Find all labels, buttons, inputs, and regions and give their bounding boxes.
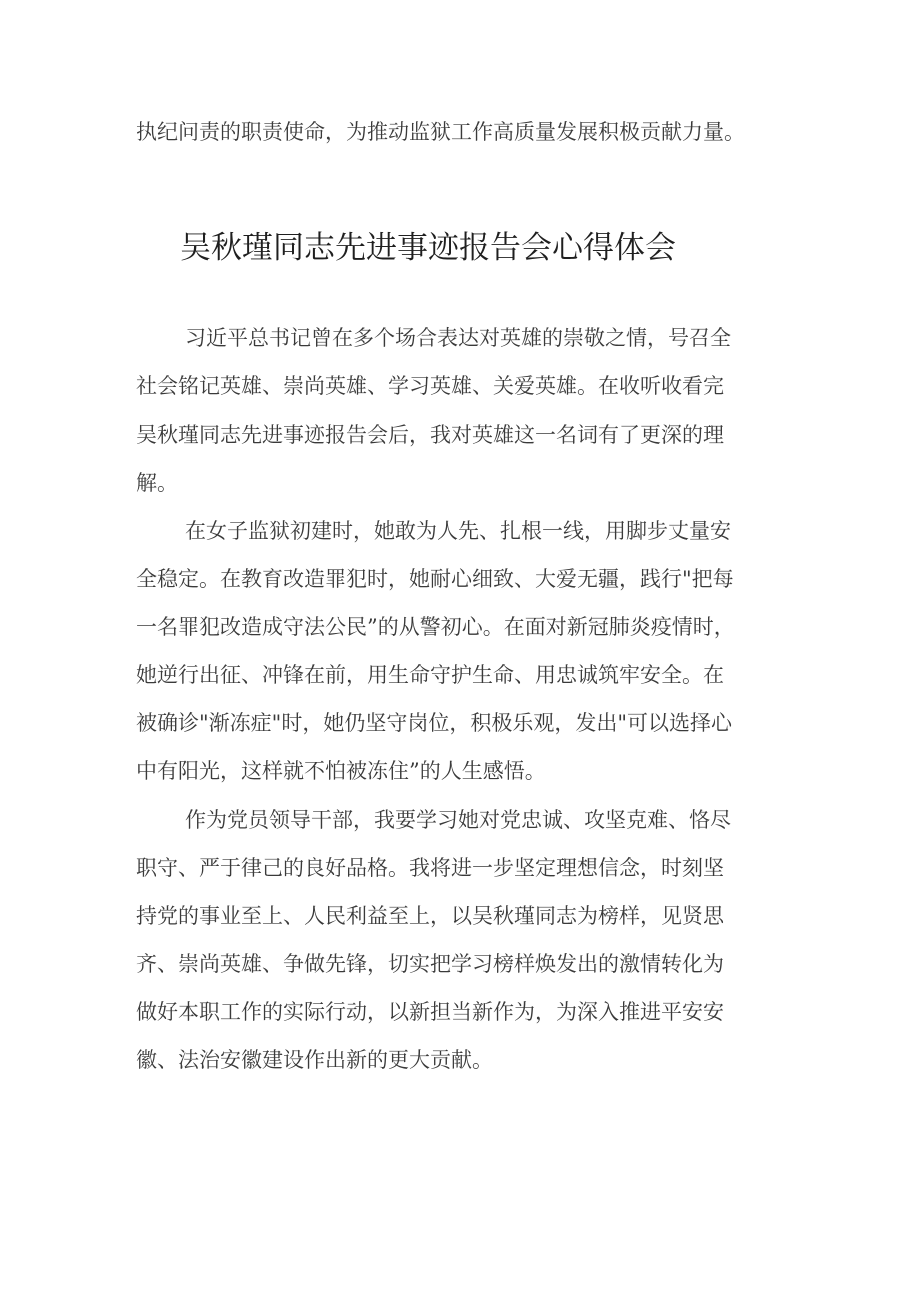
paragraph-line: 全稳定。在教育改造罪犯时，她耐心细致、大爱无疆，践行"把每 [136, 567, 734, 591]
document-title: 吴秋瑾同志先进事迹报告会心得体会 [180, 230, 676, 266]
paragraph-line: 在女子监狱初建时，她敢为人先、扎根一线，用脚步丈量安 [185, 519, 731, 543]
paragraph-line: 做好本职工作的实际行动，以新担当新作为，为深入推进平安安 [136, 1000, 724, 1024]
paragraph-line: 作为党员领导干部，我要学习她对党忠诚、攻坚克难、恪尽 [185, 808, 731, 832]
paragraph-line: 齐、崇尚英雄、争做先锋，切实把学习榜样焕发出的激情转化为 [136, 952, 724, 976]
paragraph-line: 中有阳光，这样就不怕被冻住”的人生感悟。 [136, 759, 546, 783]
paragraph-line: 社会铭记英雄、崇尚英雄、学习英雄、关爱英雄。在收听收看完 [136, 374, 724, 398]
paragraph-line: 解。 [136, 471, 178, 495]
paragraph-line: 她逆行出征、冲锋在前，用生命守护生命、用忠诚筑牢安全。在 [136, 663, 724, 687]
paragraph-line: 徽、法治安徽建设作出新的更大贡献。 [136, 1048, 493, 1072]
paragraph-line: 习近平总书记曾在多个场合表达对英雄的崇敬之情，号召全 [185, 326, 731, 350]
continued-paragraph-line: 执纪问责的职责使命，为推动监狱工作高质量发展积极贡献力量。 [136, 120, 745, 144]
paragraph-line: 吴秋瑾同志先进事迹报告会后，我对英雄这一名词有了更深的理 [136, 423, 724, 447]
paragraph-line: 职守、严于律己的良好品格。我将进一步坚定理想信念，时刻坚 [136, 856, 724, 880]
paragraph-line: 被确诊"渐冻症"时，她仍坚守岗位，积极乐观，发出"可以选择心 [136, 711, 732, 735]
paragraph-line: 持党的事业至上、人民利益至上，以吴秋瑾同志为榜样，见贤思 [136, 904, 724, 928]
paragraph-line: 一名罪犯改造成守法公民”的从警初心。在面对新冠肺炎疫情时， [136, 615, 735, 639]
